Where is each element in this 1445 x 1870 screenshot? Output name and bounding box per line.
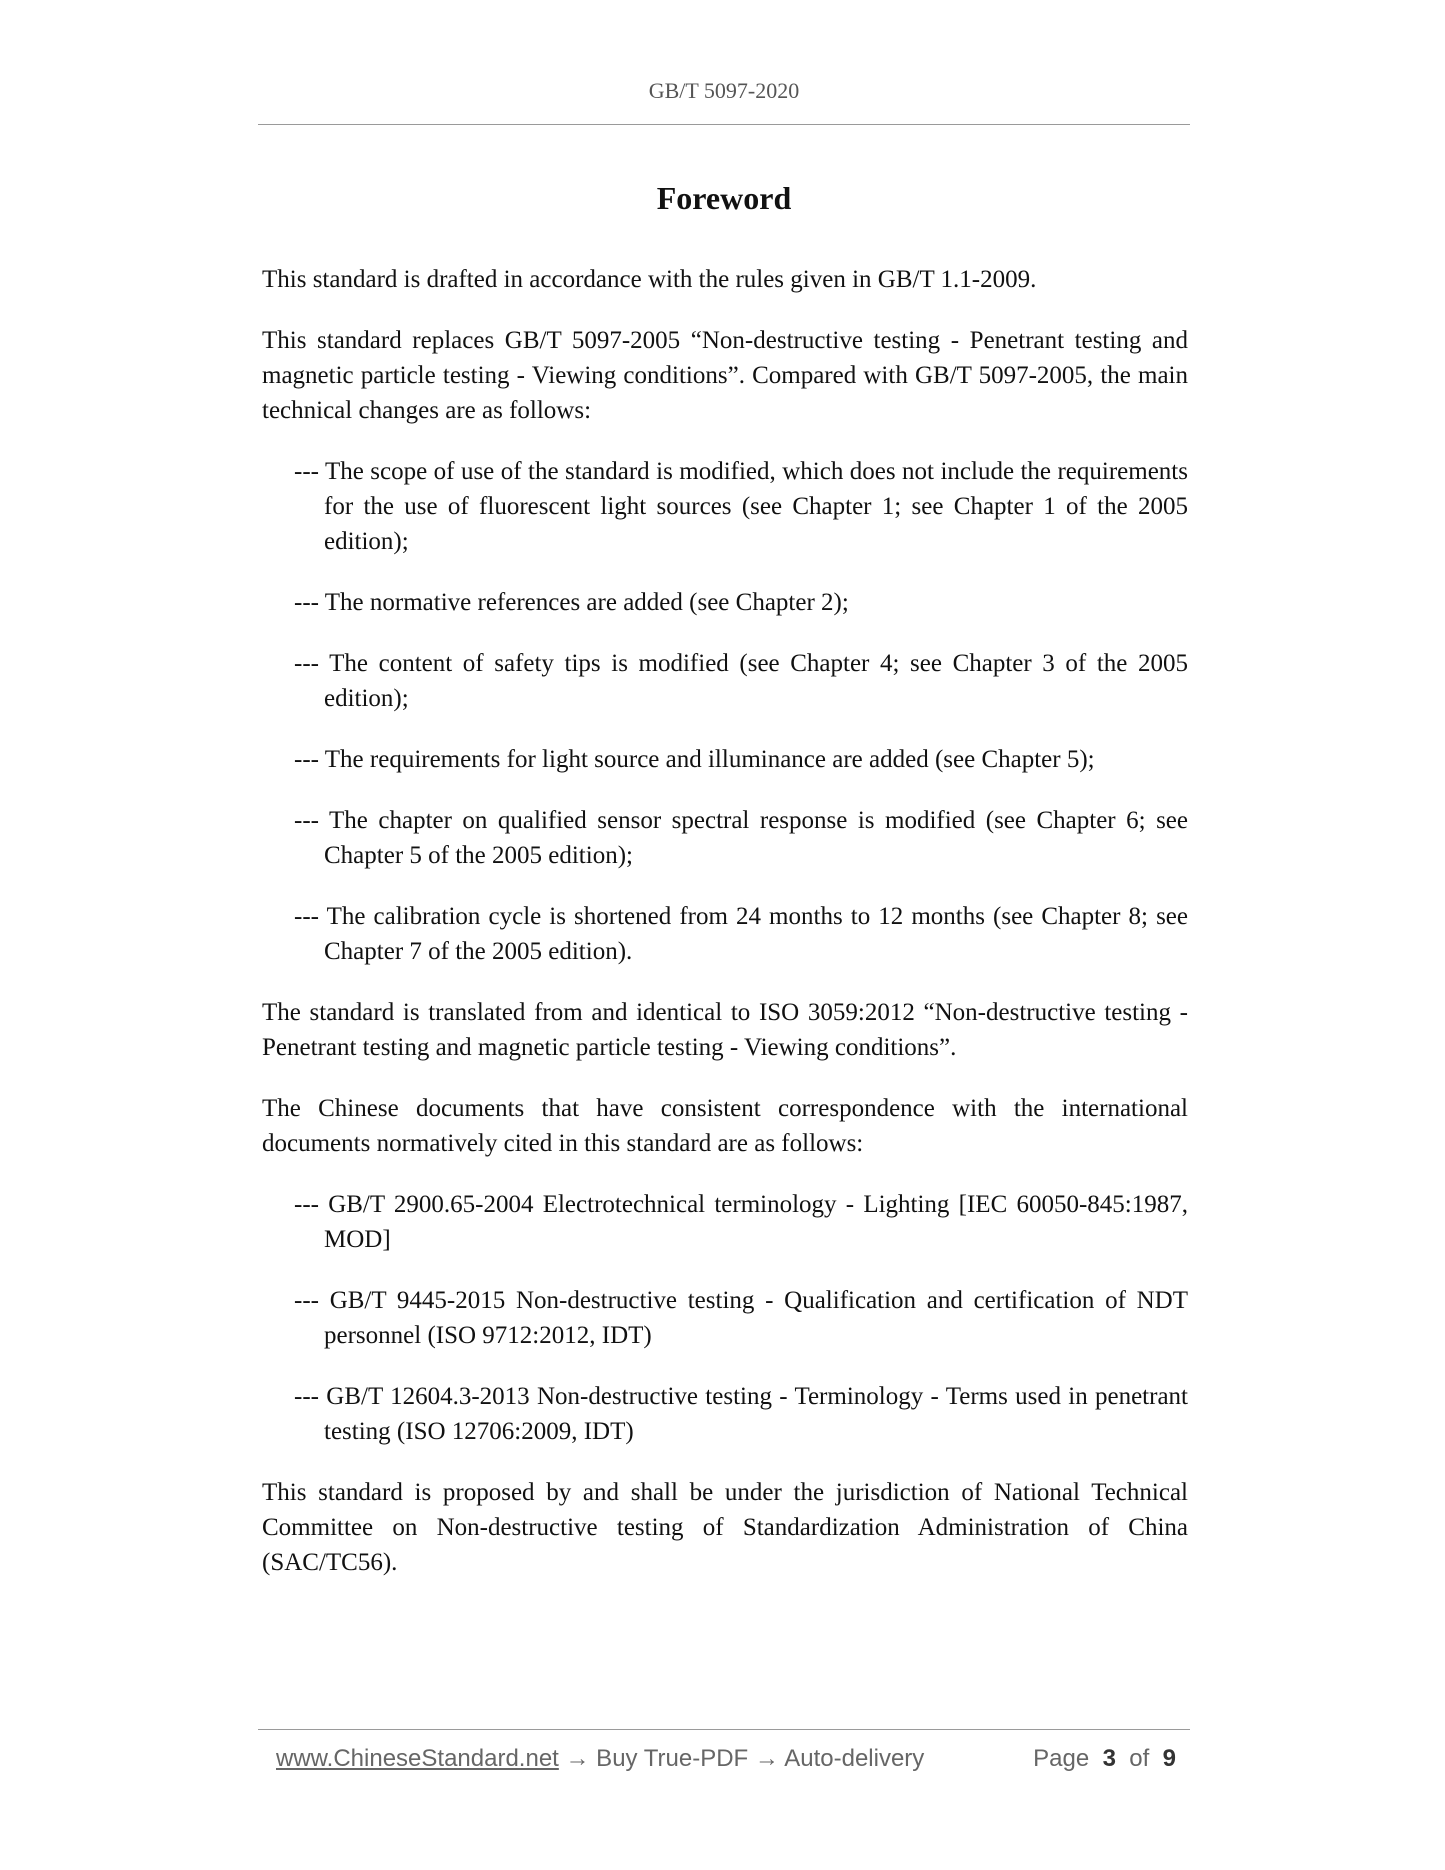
list-item: --- The content of safety tips is modified (see Chapter 4; see Chapter 3 of the 2005 edition); <box>294 650 1188 712</box>
page-indicator <box>1033 1745 1176 1773</box>
paragraph: This standard is proposed by and shall be under the jurisdiction of National Technical Committee on Non-destructive testing of Standardization Administration of China (SAC/TC56). <box>262 1479 1188 1576</box>
paragraph: This standard replaces GB/T 5097-2005 “Non-destructive testing - Penetrant testing and magnetic particle testing - Viewing conditions”. Compared with GB/T 5097-2005, the main technical changes are as follows: <box>262 327 1188 424</box>
list-item: --- The scope of use of the standard is modified, which does not include the requirements for the use of fluorescent light sources (see Chapter 1; see Chapter 1 of the 2005 edition); <box>294 458 1188 555</box>
list-item: --- The calibration cycle is shortened from 24 months to 12 months (see Chapter 8; see Chapter 7 of the 2005 edition). <box>294 903 1188 965</box>
list-item: --- The normative references are added (see Chapter 2); <box>294 589 849 616</box>
page-of-label: of <box>1129 1745 1150 1772</box>
list-item: --- The chapter on qualified sensor spectral response is modified (see Chapter 6; see Chapter 5 of the 2005 edition); <box>294 807 1188 869</box>
total-pages: 9 <box>1162 1745 1176 1772</box>
list-item: --- GB/T 12604.3-2013 Non-destructive testing - Terminology - Terms used in penetrant testing (ISO 12706:2009, IDT) <box>294 1383 1188 1445</box>
footer-divider <box>258 1729 1190 1730</box>
list-item: --- The requirements for light source and illuminance are added (see Chapter 5); <box>294 746 1095 773</box>
current-page: 3 <box>1102 1745 1116 1772</box>
page-label: Page <box>1033 1745 1090 1772</box>
website-link[interactable]: www.ChineseStandard.net <box>276 1745 559 1772</box>
paragraph: The standard is translated from and identical to ISO 3059:2012 “Non-destructive testing - Penetrant testing and magnetic particle testing - Viewing conditions”. <box>262 999 1188 1061</box>
page-title: Foreword <box>656 180 792 216</box>
promo-text: → Buy True-PDF → Auto-delivery <box>558 1745 925 1772</box>
page-footer <box>276 1745 1176 1779</box>
list-item: --- GB/T 9445-2015 Non-destructive testing - Qualification and certification of NDT personnel (ISO 9712:2012, IDT) <box>294 1287 1188 1349</box>
paragraph: This standard is drafted in accordance with the rules given in GB/T 1.1-2009. <box>262 266 1037 293</box>
running-header: GB/T 5097-2020 <box>648 78 800 103</box>
list-item: --- GB/T 2900.65-2004 Electrotechnical terminology - Lighting [IEC 60050-845:1987, MOD] <box>294 1191 1188 1253</box>
document-body <box>262 262 1188 1606</box>
paragraph: The Chinese documents that have consistent correspondence with the international documents normatively cited in this standard are as follows: <box>262 1095 1188 1157</box>
footer-promo <box>276 1745 924 1773</box>
header-divider <box>258 124 1190 125</box>
